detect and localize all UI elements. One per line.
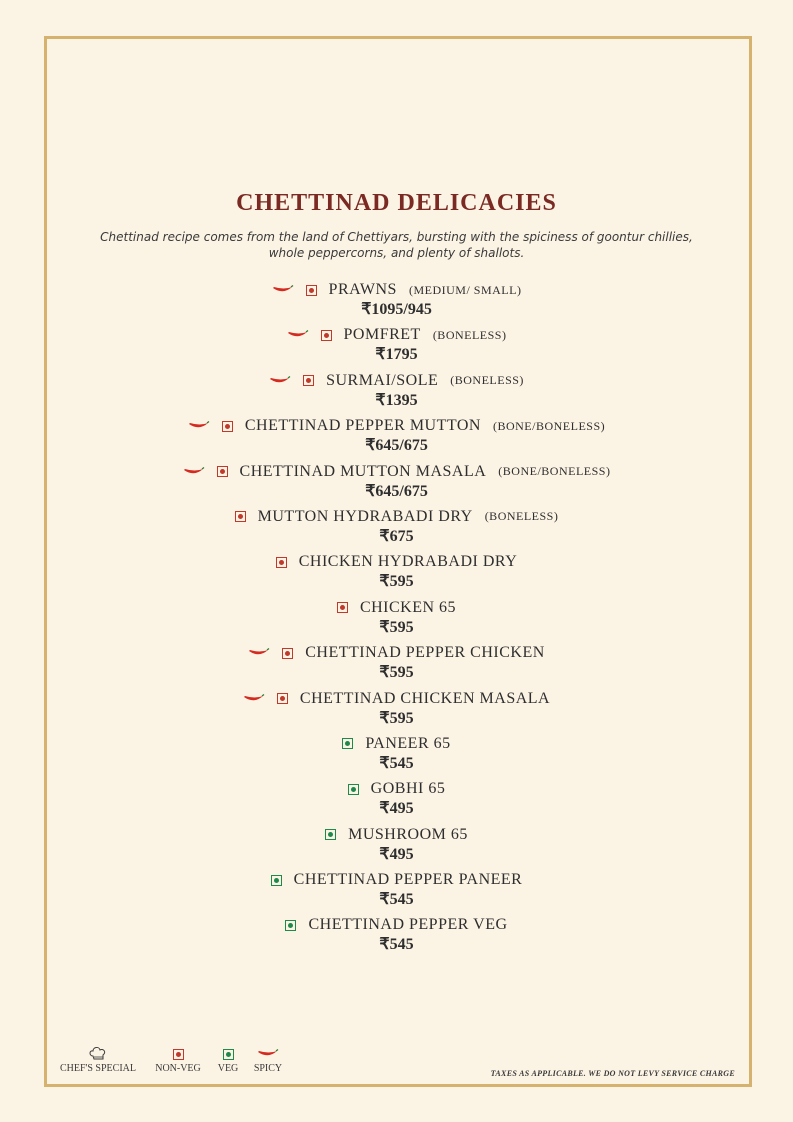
menu-item-name: POMFRET <box>343 326 421 344</box>
menu-item-name: PRAWNS <box>328 281 397 298</box>
menu-item <box>0 779 793 824</box>
menu-item <box>0 325 793 370</box>
chili-icon <box>183 467 205 477</box>
non-veg-icon <box>217 466 228 477</box>
legend-spicy <box>248 1045 288 1074</box>
menu-item <box>0 507 793 552</box>
menu-item-header <box>325 825 468 845</box>
menu-item-header <box>342 734 450 754</box>
veg-icon <box>325 829 336 840</box>
menu-item-note: (BONELESS) <box>432 327 507 342</box>
menu-item <box>0 462 793 507</box>
non-veg-icon <box>321 330 332 341</box>
menu-item-header <box>272 280 522 300</box>
non-veg-icon <box>337 602 348 613</box>
menu-item-header <box>243 689 550 709</box>
menu-item-note: (BONELESS) <box>484 509 559 524</box>
menu-item-name: SURMAI/SOLE <box>326 371 439 389</box>
veg-icon <box>348 784 359 795</box>
menu-item <box>0 552 793 597</box>
menu-item-price: ₹545 <box>379 754 414 772</box>
menu-list <box>0 280 793 961</box>
legend-veg <box>212 1045 244 1074</box>
menu-item-header <box>287 325 507 345</box>
chili-icon <box>269 376 291 386</box>
menu-item-header <box>183 462 611 482</box>
non-veg-icon <box>282 648 293 659</box>
chef-hat-icon <box>88 1046 108 1062</box>
menu-item <box>0 280 793 325</box>
menu-item-header <box>248 643 545 663</box>
menu-item-name: CHETTINAD PEPPER CHICKEN <box>305 644 545 662</box>
legend-chefs-special-label: CHEF'S SPECIAL <box>60 1063 136 1074</box>
menu-item <box>0 416 793 461</box>
menu-item <box>0 371 793 416</box>
chili-icon <box>243 694 265 704</box>
menu-item-price: ₹545 <box>379 891 414 909</box>
menu-item <box>0 734 793 779</box>
menu-item-name: CHETTINAD CHICKEN MASALA <box>299 689 551 707</box>
menu-item <box>0 825 793 870</box>
menu-item-name: CHETTINAD PEPPER VEG <box>308 916 508 934</box>
section-description: Chettinad recipe comes from the land of Chettiyars, bursting with the spiciness of goontur chillies, whole peppercorns, and plenty of shallots. <box>100 230 693 260</box>
non-veg-icon <box>303 375 314 386</box>
menu-item-name: GOBHI 65 <box>370 780 446 798</box>
non-veg-icon <box>235 511 246 522</box>
menu-item-name: MUTTON HYDRABADI DRY <box>257 507 473 525</box>
chili-icon <box>287 330 309 340</box>
menu-item <box>0 870 793 915</box>
menu-item-header <box>285 915 507 935</box>
menu-item-price: ₹645/675 <box>365 482 428 500</box>
menu-item-note: (BONE/BONELESS) <box>498 464 611 479</box>
menu-item-header <box>235 507 559 527</box>
menu-item-price: ₹595 <box>379 709 414 727</box>
veg-icon <box>342 738 353 749</box>
menu-item-price: ₹1795 <box>375 346 418 364</box>
menu-item-name: CHICKEN 65 <box>359 598 457 616</box>
chili-icon <box>257 1049 279 1059</box>
veg-icon <box>271 875 282 886</box>
menu-item-price: ₹675 <box>379 527 414 545</box>
page-title: CHETTINAD DELICACIES <box>236 190 557 216</box>
non-veg-icon <box>222 421 233 432</box>
menu-item-name: CHETTINAD PEPPER PANEER <box>293 871 523 889</box>
menu-item <box>0 643 793 688</box>
menu-item-header <box>269 371 524 391</box>
menu-item-note: (BONELESS) <box>450 373 524 388</box>
menu-item-header <box>276 552 518 572</box>
menu-item-price: ₹1095/945 <box>361 301 432 318</box>
menu-item-note: (BONE/BONELESS) <box>492 418 606 433</box>
non-veg-icon <box>277 693 288 704</box>
menu-item-price: ₹495 <box>379 845 414 863</box>
menu-item-header <box>348 779 446 799</box>
menu-item <box>0 915 793 960</box>
non-veg-icon <box>306 285 317 296</box>
veg-icon <box>285 920 296 931</box>
chili-icon <box>272 285 294 295</box>
menu-item-name: CHETTINAD PEPPER MUTTON <box>244 417 481 435</box>
chili-icon <box>248 648 270 658</box>
menu-item-name: PANEER 65 <box>365 734 451 752</box>
menu-item-header <box>337 598 456 618</box>
menu-item-price: ₹545 <box>379 936 414 954</box>
footer-note: TAXES AS APPLICABLE. WE DO NOT LEVY SERVICE CHARGE <box>490 1069 735 1078</box>
menu-item-name: MUSHROOM 65 <box>348 825 468 843</box>
non-veg-icon <box>173 1049 184 1060</box>
legend-chefs-special <box>52 1045 144 1074</box>
menu-item-price: ₹595 <box>379 573 414 591</box>
menu-item-price: ₹495 <box>379 800 414 818</box>
non-veg-icon <box>276 557 287 568</box>
menu-item-header <box>271 870 523 890</box>
menu-item <box>0 689 793 734</box>
menu-item-note: (MEDIUM/ SMALL) <box>408 282 522 297</box>
legend-spicy-label: SPICY <box>253 1063 283 1074</box>
menu-item-name: CHETTINAD MUTTON MASALA <box>239 462 487 480</box>
menu-item-price: ₹595 <box>379 664 414 682</box>
menu-item-header <box>188 416 605 436</box>
menu-item-name: CHICKEN HYDRABADI DRY <box>298 553 518 571</box>
legend-non-veg-label: NON-VEG <box>155 1063 201 1074</box>
menu-item <box>0 598 793 643</box>
legend-veg-label: VEG <box>217 1063 239 1074</box>
menu-item-price: ₹1395 <box>375 391 418 409</box>
menu-item-price: ₹595 <box>379 618 414 636</box>
veg-icon <box>223 1049 234 1060</box>
chili-icon <box>188 421 210 431</box>
legend-non-veg <box>148 1045 208 1074</box>
menu-item-price: ₹645/675 <box>365 437 428 455</box>
